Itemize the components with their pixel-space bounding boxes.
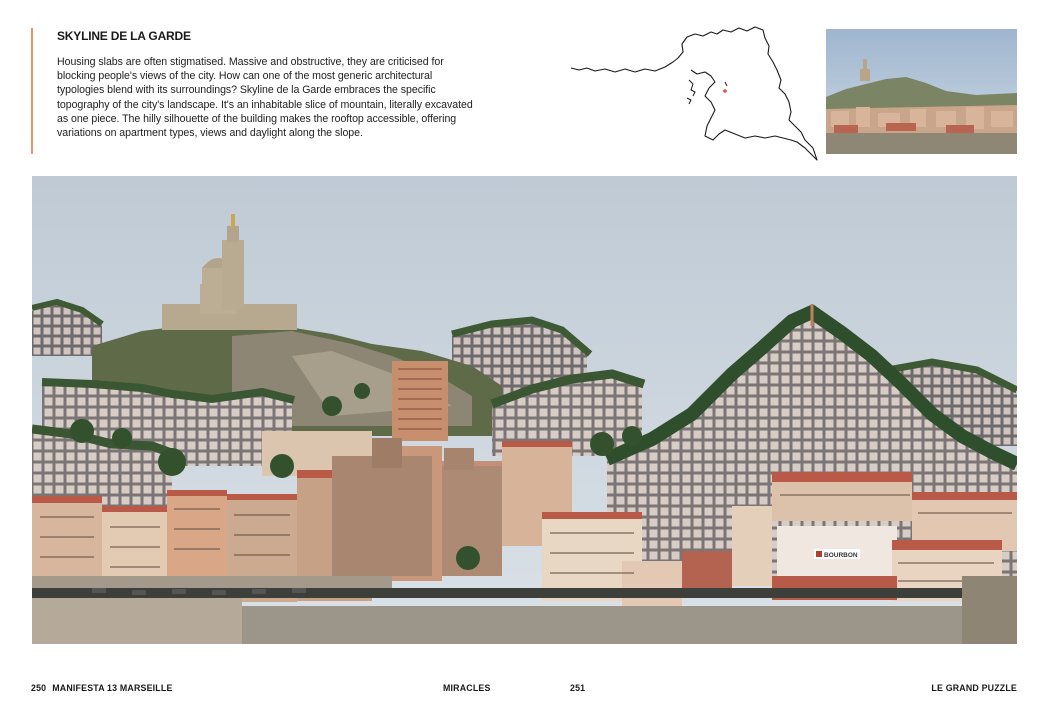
map-outline <box>565 22 820 162</box>
footer-left <box>31 683 173 693</box>
right-running-title: LE GRAND PUZZLE <box>931 683 1017 693</box>
reference-photo-image <box>826 29 1017 154</box>
left-page-number: 250 <box>31 683 47 693</box>
location-map <box>565 22 820 162</box>
project-title: SKYLINE DE LA GARDE <box>57 29 191 43</box>
map-location-marker <box>723 89 727 93</box>
main-photo-image <box>32 176 1017 644</box>
left-running-title: MANIFESTA 13 MARSEILLE <box>52 683 173 693</box>
reference-photo <box>826 29 1017 154</box>
hotel-sign-text: BOURBON <box>824 552 858 559</box>
project-description: Housing slabs are often stigmatised. Massive and obstructive, they are criticised for blocking people's views of the city. How can one of the most generic architectural typologies blend with its surroundings? Skyline de la Garde embraces the specific topography of the city's landscape. It's an inhabitable slice of mountain, literally excavated as one piece. The hilly silhouette of the building makes the rooftop accessible, offering variations on apartment types, views and daylight along the slope. <box>57 56 473 140</box>
right-page-number: 251 <box>570 683 586 693</box>
section-label: MIRACLES <box>443 683 491 693</box>
main-photo <box>32 176 1017 644</box>
intro-text-block <box>31 28 481 154</box>
